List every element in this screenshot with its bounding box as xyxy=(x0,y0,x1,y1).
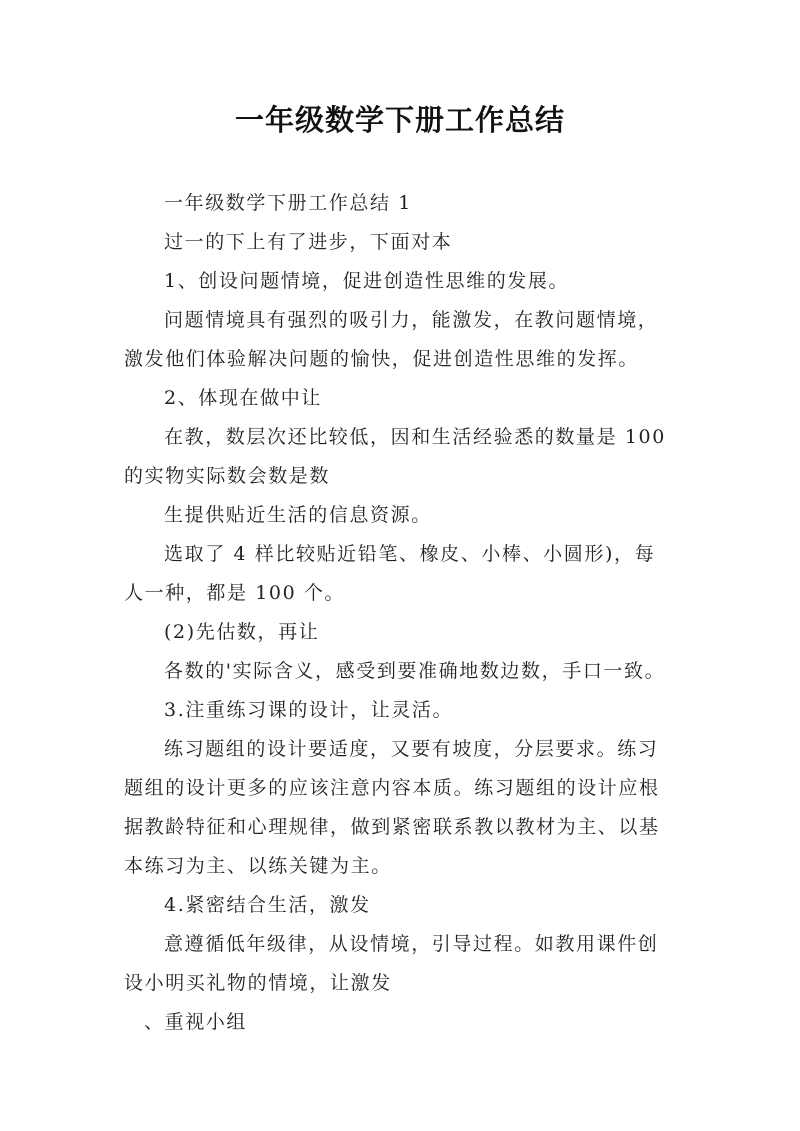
paragraph-line: 本练习为主、以练关键为主。 xyxy=(124,855,392,877)
paragraph-line: 、重视小组 xyxy=(144,1011,248,1033)
paragraph-line: 题组的设计更多的应该注意内容本质。练习题组的设计应根 xyxy=(124,777,660,799)
paragraph-line: 过一的下上有了进步，下面对本 xyxy=(164,231,453,253)
paragraph-line: 的实物实际数会数是数 xyxy=(124,465,331,487)
paragraph-line: 问题情境具有强烈的吸引力，能激发，在教问题情境， xyxy=(164,309,659,331)
paragraph-line: 1、创设问题情境，促进创造性思维的发展。 xyxy=(164,270,570,292)
document-title: 一年级数学下册工作总结 xyxy=(234,103,565,137)
paragraph-line: 选取了 4 样比较贴近铅笔、橡皮、小棒、小圆形)，每 xyxy=(164,543,656,565)
paragraph-line: 激发他们体验解决问题的愉快，促进创造性思维的发挥。 xyxy=(124,348,640,370)
document-body xyxy=(124,184,696,1042)
paragraph-line: 意遵循低年级律，从设情境，引导过程。如教用课件创 xyxy=(164,933,659,955)
paragraph-line: 练习题组的设计要适度，又要有坡度，分层要求。练习 xyxy=(164,738,659,760)
paragraph-line: 3.注重练习课的设计，让灵活。 xyxy=(164,699,454,721)
paragraph-line: 据教龄特征和心理规律，做到紧密联系教以教材为主、以基 xyxy=(124,816,660,838)
paragraph-line: 生提供贴近生活的信息资源。 xyxy=(164,504,432,526)
paragraph-line: 在教，数层次还比较低，因和生活经验悉的数量是 100 xyxy=(164,426,666,448)
paragraph-line: 设小明买礼物的情境，让激发 xyxy=(124,972,392,994)
paragraph-line: 4.紧密结合生活，激发 xyxy=(164,894,371,916)
paragraph-line: 一年级数学下册工作总结 1 xyxy=(164,192,412,214)
paragraph-line: 人一种，都是 100 个。 xyxy=(124,582,346,604)
paragraph-line: (2)先估数，再让 xyxy=(164,621,320,643)
paragraph-line: 2、体现在做中让 xyxy=(164,387,322,409)
paragraph-line: 各数的'实际含义，感受到要准确地数边数，手口一致。 xyxy=(164,660,666,682)
